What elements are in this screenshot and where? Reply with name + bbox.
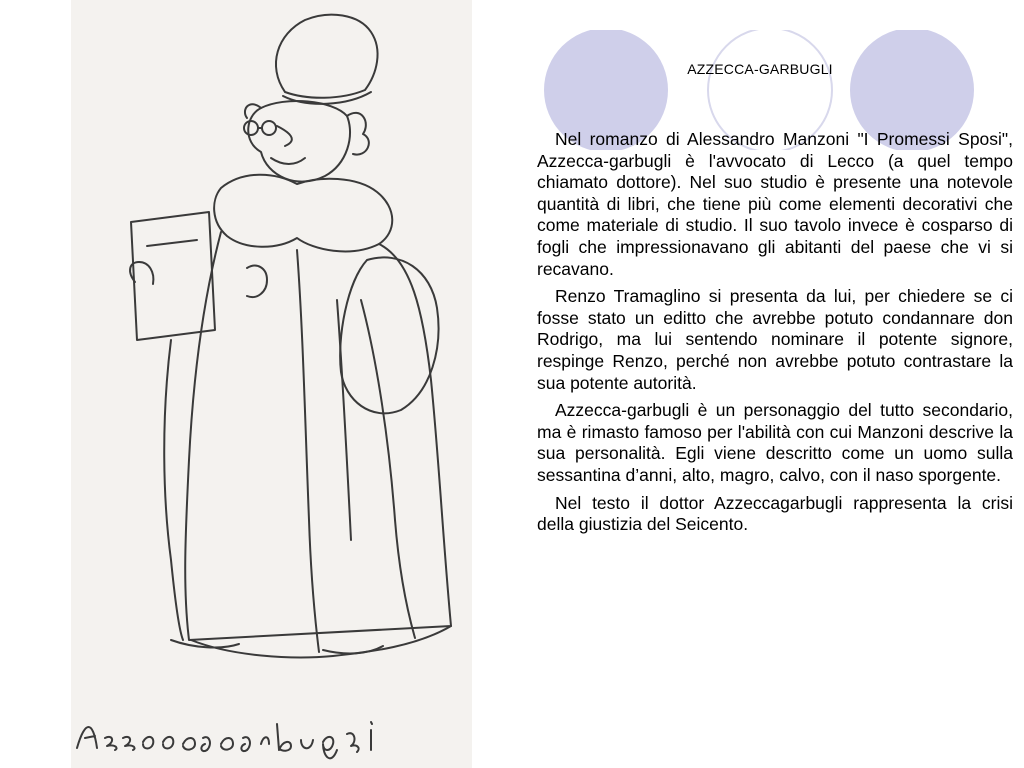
hat-icon xyxy=(276,15,378,98)
paragraph: Azzecca-garbugli è un personaggio del tutto secondario, ma è rimasto famoso per l'abilità con cui Manzoni descrive la sua personalità. Egli viene descritto come un uomo sulla sessantina d’anni, alto, magro, calvo, con il naso sporgente. xyxy=(537,400,1013,485)
slide-title: AZZECCA-GARBUGLI xyxy=(687,61,833,77)
head-icon xyxy=(248,101,350,182)
collar-icon xyxy=(214,175,392,252)
signature-icon xyxy=(77,722,372,758)
paragraph: Renzo Tramaglino si presenta da lui, per chiedere se ci fosse stato un editto che avrebbe potuto condannare don Rodrigo, ma lui sentendo nominare il potente signore, respinge Renzo, perché non avrebbe potuto contrastare la sua potente autorità. xyxy=(537,286,1013,393)
paragraph: Nel testo il dottor Azzeccagarbugli rappresenta la crisi della giustizia del Seicento. xyxy=(537,492,1013,535)
robe-icon xyxy=(185,232,451,640)
azzecca-garbugli-illustration xyxy=(71,0,472,768)
paragraph: Nel romanzo di Alessandro Manzoni "I Promessi Sposi", Azzecca-garbugli è l'avvocato di Lecco (a quel tempo chiamato dottore). Nel suo studio è presente una notevole quantità di libri, che tiene più come elementi decorativi che come materiale di studio. Il suo tavolo invece è cosparso di fogli che impressionavano gli abitanti del paese che vi si recavano. xyxy=(537,129,1013,279)
pencil-drawing xyxy=(71,0,472,768)
body-text xyxy=(537,129,1013,542)
